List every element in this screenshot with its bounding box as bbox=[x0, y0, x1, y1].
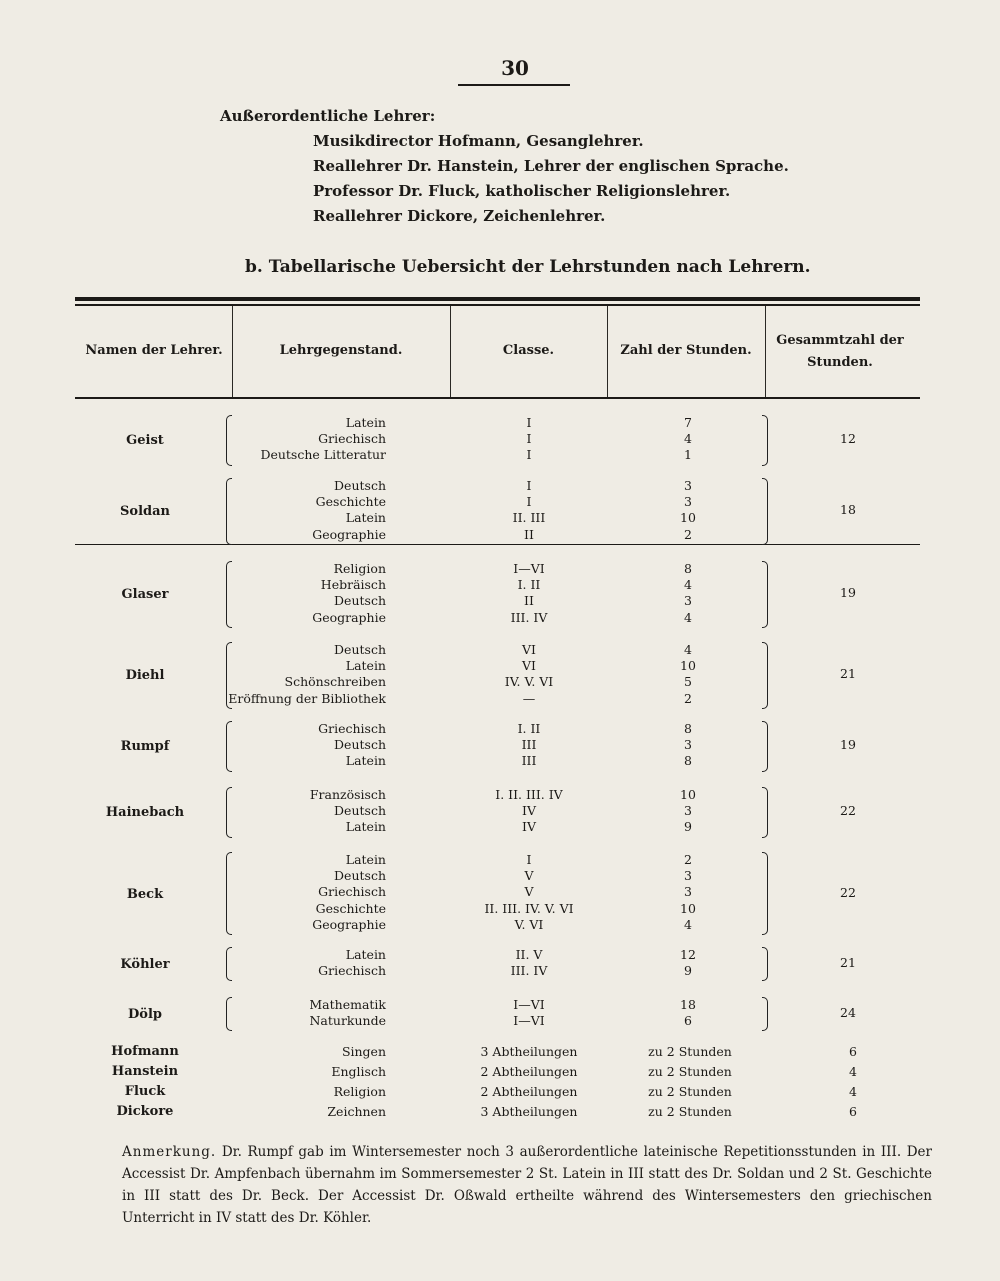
class-cell: II. III bbox=[512, 510, 546, 526]
subject-cell: Religion bbox=[333, 561, 386, 576]
header-total: Gesammtzahl der Stunden. bbox=[776, 333, 904, 370]
hours-cell: 3 bbox=[684, 737, 692, 753]
page-number-rule bbox=[458, 84, 570, 86]
class-cell: VI bbox=[522, 658, 536, 674]
hours-cell: 4 bbox=[684, 431, 692, 447]
brace-right bbox=[762, 721, 768, 772]
teacher-name: Hofmann bbox=[111, 1044, 179, 1059]
hours-cell: 2 bbox=[684, 852, 692, 867]
subject-cell: Eröffnung der Bibliothek bbox=[228, 690, 386, 706]
hours-cell: 3 bbox=[684, 803, 692, 819]
hours-cell: 2 bbox=[684, 690, 692, 706]
class-cell: I—VI bbox=[513, 997, 545, 1012]
subject-cell: Griechisch bbox=[318, 884, 386, 900]
table-top-rule-thin bbox=[75, 304, 920, 306]
hours-cell: 2 bbox=[684, 526, 692, 542]
subject-cell: Französisch bbox=[309, 787, 386, 802]
hours-cell: 3 bbox=[684, 868, 692, 884]
footnote bbox=[122, 1141, 932, 1229]
hours-cell: 8 bbox=[684, 753, 692, 769]
subject-cell: Griechisch bbox=[318, 721, 386, 736]
subject-cell: Latein bbox=[345, 658, 386, 674]
class-cell: I bbox=[526, 478, 532, 493]
teacher-name: Diehl bbox=[125, 668, 165, 684]
class-cell: VI bbox=[522, 642, 536, 657]
class-cell: II. III. IV. V. VI bbox=[484, 900, 574, 916]
extraordinary-line: Professor Dr. Fluck, katholischer Religionslehrer. bbox=[313, 182, 731, 200]
subject-cell: Deutsch bbox=[334, 642, 386, 657]
hours-cell: 8 bbox=[684, 721, 692, 736]
subject-cell: Religion bbox=[333, 1084, 386, 1099]
hours-cell: 18 bbox=[680, 997, 696, 1012]
subject-cell: Deutsch bbox=[334, 868, 386, 884]
brace-right bbox=[762, 561, 768, 628]
table-top-rule bbox=[75, 297, 920, 301]
brace-right bbox=[762, 787, 768, 838]
subject-cell: Englisch bbox=[331, 1064, 386, 1079]
brace-right bbox=[762, 415, 768, 466]
subject-cell: Deutsch bbox=[334, 478, 386, 493]
class-cell: III bbox=[521, 753, 537, 769]
section-title: b. Tabellarische Uebersicht der Lehrstunden nach Lehrern. bbox=[245, 257, 811, 277]
total-cell: 12 bbox=[840, 431, 856, 447]
footnote-label: Anmerkung. bbox=[122, 1144, 217, 1160]
teacher-name: Dickore bbox=[116, 1104, 174, 1119]
hours-cell: 4 bbox=[684, 577, 692, 593]
class-cell: II. V bbox=[515, 947, 543, 962]
class-cell: V bbox=[524, 868, 534, 884]
class-cell: 2 Abtheilungen bbox=[480, 1064, 578, 1079]
hours-cell: 10 bbox=[680, 787, 696, 802]
teacher-name: Geist bbox=[126, 433, 164, 449]
hours-cell: 3 bbox=[684, 478, 692, 493]
subject-cell: Geschichte bbox=[315, 900, 386, 916]
subject-cell: Zeichnen bbox=[327, 1104, 386, 1119]
class-cell: IV. V. VI bbox=[504, 674, 554, 690]
extraordinary-line: Musikdirector Hofmann, Gesanglehrer. bbox=[313, 132, 644, 150]
hours-cell: 7 bbox=[684, 415, 692, 430]
subject-cell: Griechisch bbox=[318, 431, 386, 447]
subject-cell: Geschichte bbox=[315, 494, 386, 510]
class-cell: III bbox=[521, 737, 537, 753]
teacher-name: Hanstein bbox=[111, 1064, 179, 1079]
brace-right bbox=[762, 642, 768, 709]
brace-right bbox=[762, 947, 768, 981]
hours-cell: 12 bbox=[680, 947, 696, 962]
total-cell: 6 bbox=[849, 1044, 857, 1059]
hours-cell: 3 bbox=[684, 884, 692, 900]
subject-cell: Deutsch bbox=[334, 593, 386, 609]
subject-cell: Latein bbox=[345, 510, 386, 526]
brace-right bbox=[762, 852, 768, 935]
extraordinary-heading: Außerordentliche Lehrer: bbox=[220, 107, 436, 125]
subject-cell: Singen bbox=[341, 1044, 386, 1059]
brace-right bbox=[762, 478, 768, 545]
hours-cell: 5 bbox=[684, 674, 692, 690]
header-subject: Lehrgegenstand. bbox=[279, 343, 403, 358]
class-cell: II bbox=[524, 593, 534, 609]
hours-cell: zu 2 Stunden bbox=[648, 1064, 732, 1079]
subject-cell: Naturkunde bbox=[309, 1013, 386, 1029]
total-cell: 21 bbox=[840, 955, 856, 971]
total-cell: 4 bbox=[849, 1064, 857, 1079]
hours-cell: 10 bbox=[680, 900, 696, 916]
class-cell: I bbox=[526, 852, 532, 867]
total-cell: 24 bbox=[840, 1005, 856, 1021]
hours-cell: 4 bbox=[684, 916, 692, 932]
subject-cell: Geographie bbox=[312, 916, 386, 932]
hours-cell: 3 bbox=[684, 494, 692, 510]
class-cell: I. II bbox=[517, 577, 541, 593]
footnote-text: Dr. Rumpf gab im Wintersemester noch 3 außerordentliche lateinische Repetitionsstunden in III. Der Accessist Dr. Ampfenbach übernahm im Sommersemester 2 St. Latein in III statt des Dr. Soldan und 2 St. Geschichte in III statt des Dr. Beck. Der Accessist Dr. Oßwald ertheilte während des Wintersemesters den griechischen Unterricht in IV statt des Dr. Köhler. bbox=[122, 1144, 932, 1226]
subject-cell: Deutsch bbox=[334, 803, 386, 819]
subject-cell: Deutsch bbox=[334, 737, 386, 753]
subject-cell: Latein bbox=[345, 819, 386, 835]
page-number: 30 bbox=[501, 56, 529, 80]
teacher-name: Beck bbox=[126, 886, 164, 902]
class-cell: 3 Abtheilungen bbox=[480, 1044, 578, 1059]
teacher-name: Fluck bbox=[124, 1084, 166, 1099]
header-name: Namen der Lehrer. bbox=[85, 343, 223, 358]
teacher-name: Köhler bbox=[120, 957, 170, 973]
class-cell: — bbox=[522, 690, 536, 706]
class-cell: IV bbox=[522, 803, 536, 819]
table-header-rule bbox=[75, 397, 920, 399]
subject-cell: Latein bbox=[345, 852, 386, 867]
teacher-name: Soldan bbox=[120, 504, 170, 520]
total-cell: 19 bbox=[840, 585, 856, 601]
hours-cell: 10 bbox=[680, 658, 696, 674]
teacher-name: Rumpf bbox=[120, 739, 170, 755]
extraordinary-line: Reallehrer Dickore, Zeichenlehrer. bbox=[313, 207, 606, 225]
extraordinary-line: Reallehrer Dr. Hanstein, Lehrer der englischen Sprache. bbox=[313, 157, 789, 175]
hours-cell: 4 bbox=[684, 642, 692, 657]
class-cell: 2 Abtheilungen bbox=[480, 1084, 578, 1099]
hours-cell: 6 bbox=[684, 1013, 692, 1029]
subject-cell: Griechisch bbox=[318, 963, 386, 979]
subject-cell: Geographie bbox=[312, 526, 386, 542]
header-hours: Zahl der Stunden. bbox=[620, 343, 752, 358]
hours-cell: 9 bbox=[684, 819, 692, 835]
subject-cell: Latein bbox=[345, 415, 386, 430]
subject-cell: Deutsche Litteratur bbox=[260, 447, 386, 463]
subject-cell: Schönschreiben bbox=[284, 674, 386, 690]
class-cell: I—VI bbox=[513, 561, 545, 576]
class-cell: I—VI bbox=[513, 1013, 545, 1029]
header-classe: Classe. bbox=[502, 343, 555, 358]
subject-cell: Geographie bbox=[312, 609, 386, 625]
class-cell: III. IV bbox=[510, 609, 548, 625]
class-cell: II bbox=[524, 526, 534, 542]
class-cell: I bbox=[526, 415, 532, 430]
class-cell: I. II bbox=[517, 721, 541, 736]
brace-right bbox=[762, 997, 768, 1031]
total-cell: 22 bbox=[840, 803, 856, 819]
hours-cell: zu 2 Stunden bbox=[648, 1104, 732, 1119]
hours-cell: zu 2 Stunden bbox=[648, 1084, 732, 1099]
class-cell: III. IV bbox=[510, 963, 548, 979]
total-cell: 4 bbox=[849, 1084, 857, 1099]
subject-cell: Mathematik bbox=[309, 997, 386, 1012]
teacher-name: Dölp bbox=[128, 1007, 162, 1023]
table-section-rule bbox=[75, 544, 920, 545]
hours-cell: 10 bbox=[680, 510, 696, 526]
total-cell: 22 bbox=[840, 884, 856, 900]
class-cell: I bbox=[526, 447, 532, 463]
subject-cell: Latein bbox=[345, 753, 386, 769]
class-cell: I bbox=[526, 494, 532, 510]
hours-cell: 8 bbox=[684, 561, 692, 576]
class-cell: I bbox=[526, 431, 532, 447]
hours-cell: 3 bbox=[684, 593, 692, 609]
total-cell: 18 bbox=[840, 502, 856, 518]
class-cell: I. II. III. IV bbox=[495, 787, 563, 802]
teacher-name: Hainebach bbox=[105, 805, 185, 821]
class-cell: V. VI bbox=[514, 916, 544, 932]
total-cell: 6 bbox=[849, 1104, 857, 1119]
teacher-name: Glaser bbox=[121, 587, 169, 603]
total-cell: 21 bbox=[840, 666, 856, 682]
hours-cell: zu 2 Stunden bbox=[648, 1044, 732, 1059]
hours-cell: 1 bbox=[684, 447, 692, 463]
class-cell: IV bbox=[522, 819, 536, 835]
subject-cell: Latein bbox=[345, 947, 386, 962]
total-cell: 19 bbox=[840, 737, 856, 753]
class-cell: 3 Abtheilungen bbox=[480, 1104, 578, 1119]
hours-cell: 9 bbox=[684, 963, 692, 979]
subject-cell: Hebräisch bbox=[320, 577, 386, 593]
hours-cell: 4 bbox=[684, 609, 692, 625]
class-cell: V bbox=[524, 884, 534, 900]
